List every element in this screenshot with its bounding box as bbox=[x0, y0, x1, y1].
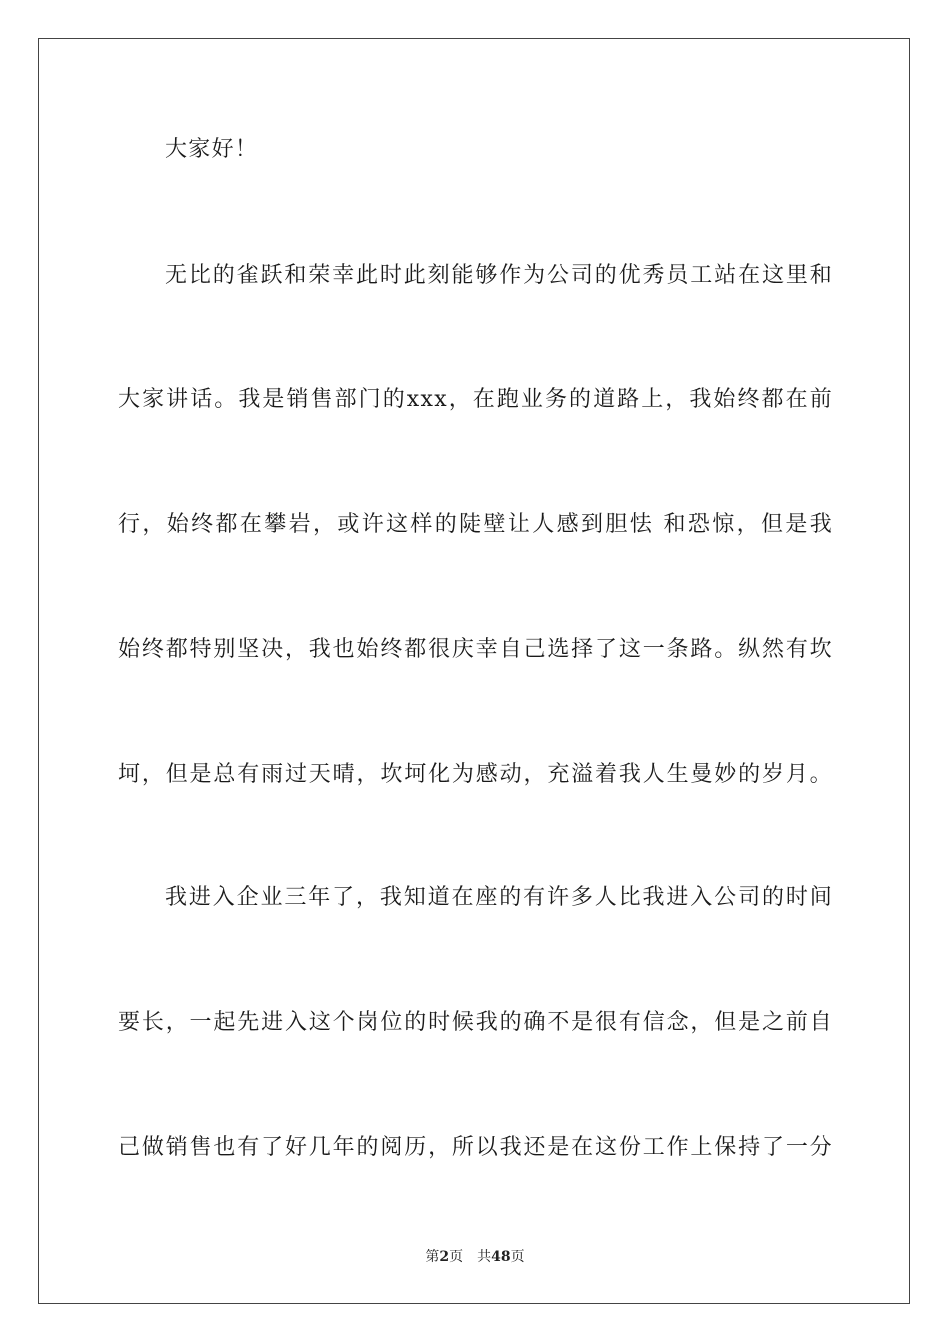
paragraph-line: 坷，但是总有雨过天晴，坎坷化为感动，充溢着我人生曼妙的岁月。 bbox=[118, 762, 833, 787]
paragraph-line: 始终都特别坚决，我也始终都很庆幸自己选择了这一条路。纵然有坎 bbox=[118, 637, 833, 662]
paragraph-line: 己做销售也有了好几年的阅历，所以我还是在这份工作上保持了一分 bbox=[118, 1135, 833, 1160]
greeting-line: 大家好！ bbox=[165, 137, 259, 162]
paragraph-line: 要长，一起先进入这个岗位的时候我的确不是很有信念，但是之前自 bbox=[118, 1010, 833, 1035]
total-page-number: 48 bbox=[491, 1249, 511, 1265]
current-page-number: 2 bbox=[439, 1249, 450, 1265]
page-footer bbox=[0, 1248, 950, 1266]
paragraph-line: 无比的雀跃和荣幸此时此刻能够作为公司的优秀员工站在这里和 bbox=[165, 263, 833, 288]
paragraph-line: 大家讲话。我是销售部门的xxx，在跑业务的道路上，我始终都在前 bbox=[118, 387, 833, 412]
page-border bbox=[38, 38, 910, 1304]
page-prefix: 第 bbox=[425, 1249, 440, 1265]
paragraph-line: 我进入企业三年了，我知道在座的有许多人比我进入公司的时间 bbox=[165, 885, 833, 910]
page-mid: 页 共 bbox=[449, 1249, 492, 1265]
page-suffix: 页 bbox=[510, 1249, 525, 1265]
paragraph-line: 行，始终都在攀岩，或许这样的陡壁让人感到胆怯 和恐惊，但是我 bbox=[118, 512, 833, 537]
